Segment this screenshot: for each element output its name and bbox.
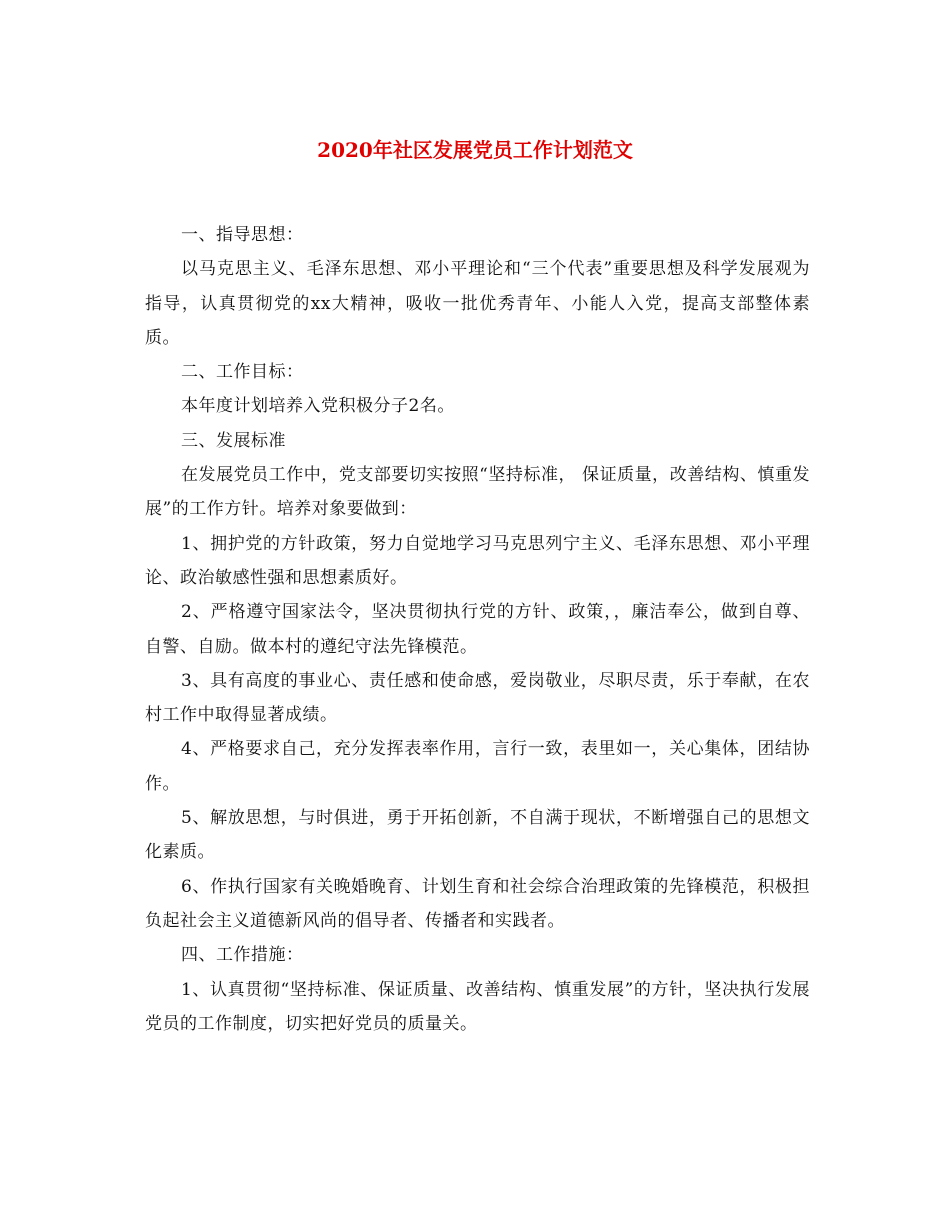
heading-work-goals: 二、工作目标：: [181, 362, 304, 383]
list-item-standard-4: 4、严格要求自己，充分发挥表率作用，言行一致，表里如一，关心集体，团结协作。: [145, 739, 810, 794]
list-item-standard-1: 1、拥护党的方针政策，努力自觉地学习马克思列宁主义、毛泽东思想、邓小平理论、政治敏感性强和思想素质好。: [145, 533, 810, 588]
heading-guiding-ideology: 一、指导思想：: [181, 225, 304, 245]
list-item-standard-3: 3、具有高度的事业心、责任感和使命感，爱岗敬业，尽职尽责，乐于奉献，在农村工作中取得显著成绩。: [145, 670, 810, 726]
paragraph-guiding-ideology: 以马克思主义、毛泽东思想、邓小平理论和“三个代表”重要思想及科学发展观为指导，认真贯彻党的xx大精神，吸收一批优秀青年、小能人入党，提高支部整体素质。: [145, 259, 810, 348]
heading-development-standards: 三、发展标准: [181, 430, 286, 451]
document-body: [145, 218, 810, 1041]
paragraph-development-standards: 在发展党员工作中，党支部要切实按照“坚持标准， 保证质量，改善结构、慎重发展”的工作方针。培养对象要做到：: [145, 465, 810, 520]
heading-work-measures: 四、工作措施：: [181, 945, 304, 966]
list-item-standard-5: 5、解放思想，与时俱进，勇于开拓创新，不自满于现状，不断增强自己的思想文化素质。: [145, 808, 810, 863]
list-item-measure-1: 1、认真贯彻“坚持标准、保证质量、改善结构、慎重发展”的方针，坚决执行发展党员的工作制度，切实把好党员的质量关。: [145, 979, 810, 1034]
list-item-standard-2: 2、严格遵守国家法令，坚决贯彻执行党的方针、政策，，廉洁奉公，做到自尊、自警、自励。做本村的遵纪守法先锋模范。: [145, 602, 810, 657]
paragraph-work-goals: 本年度计划培养入党积极分子2名。: [181, 396, 455, 417]
document-title: 2020年社区发展党员工作计划范文: [317, 138, 633, 162]
list-item-standard-6: 6、作执行国家有关晚婚晚育、计划生育和社会综合治理政策的先锋模范，积极担负起社会主义道德新风尚的倡导者、传播者和实践者。: [145, 876, 810, 931]
